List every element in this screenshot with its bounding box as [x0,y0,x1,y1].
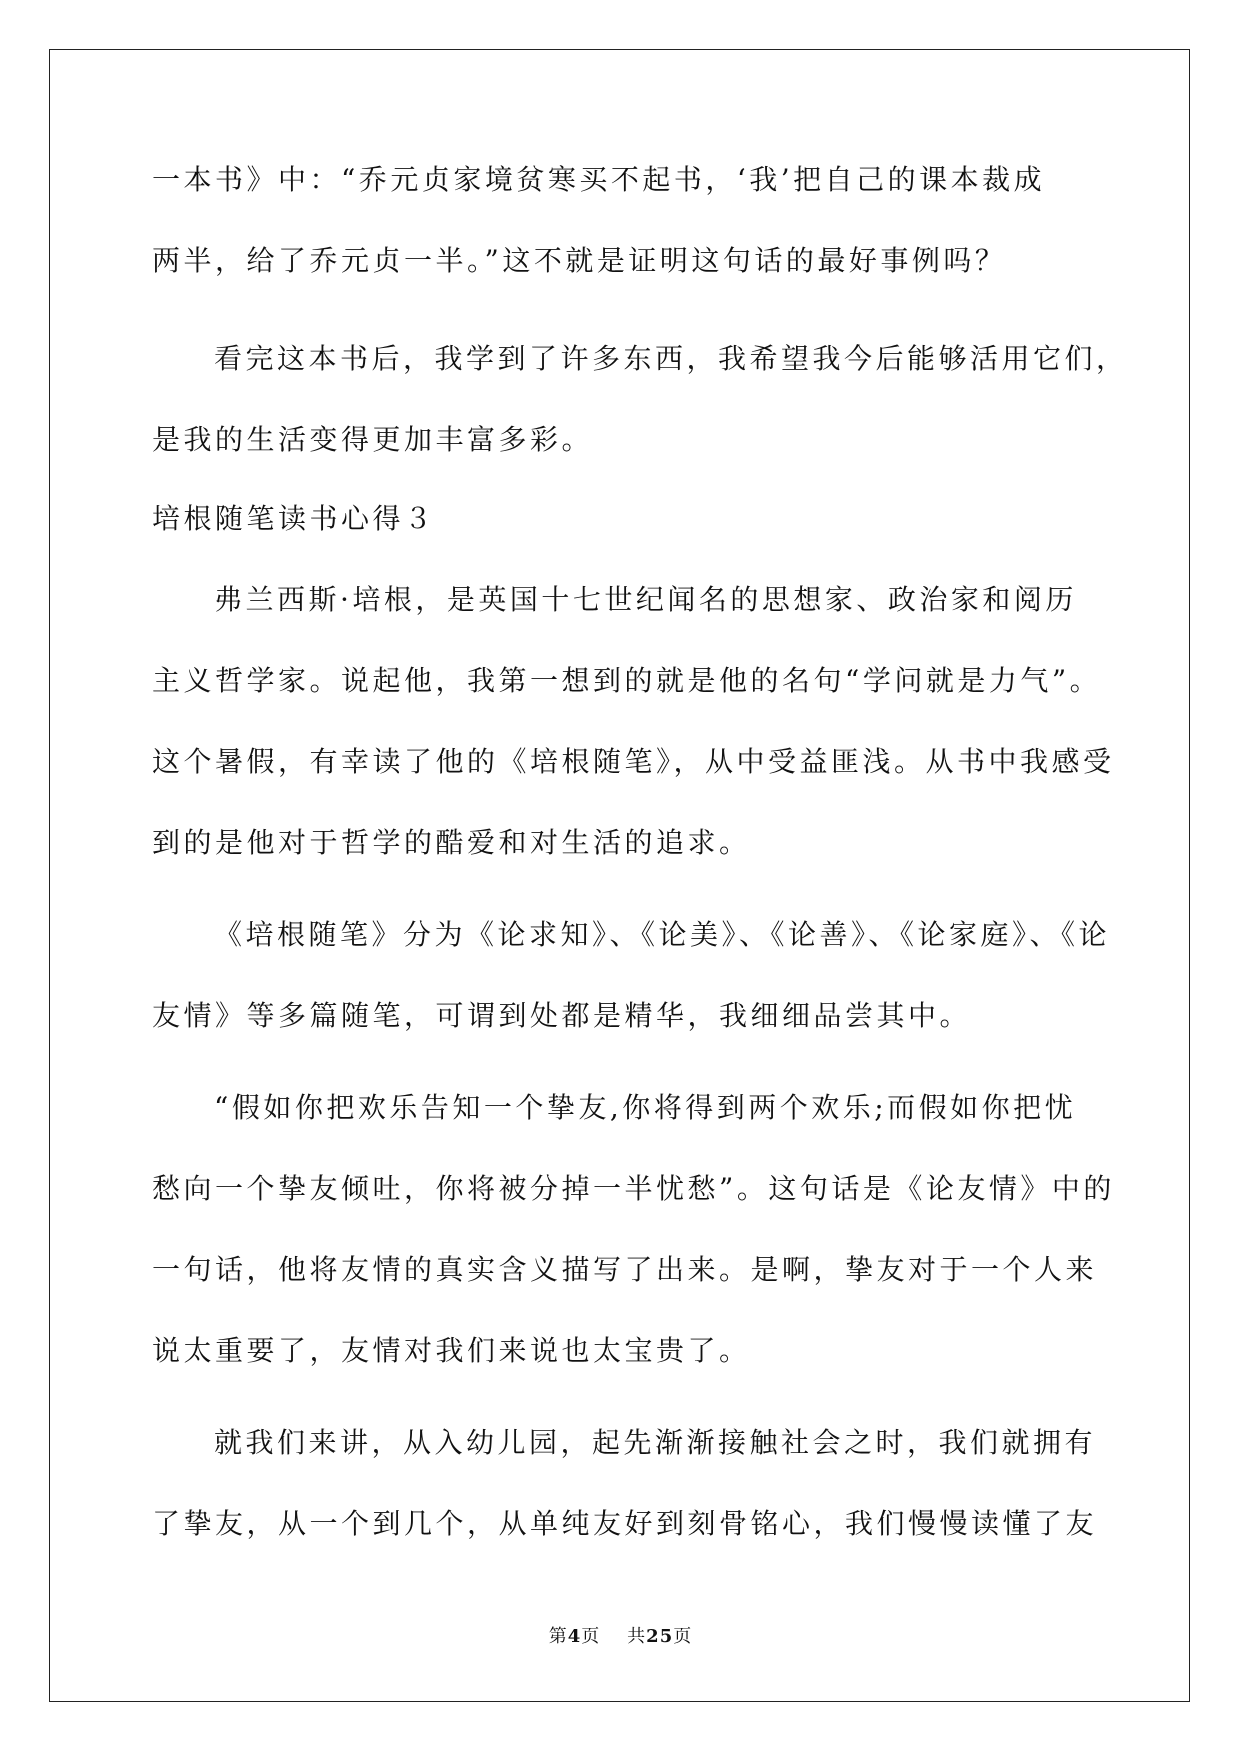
text-line: 到的是他对于哲学的酷爱和对生活的追求。 [152,826,751,859]
text-line: 友情》等多篇随笔，可谓到处都是精华，我细细品尝其中。 [152,999,972,1032]
text-line: 说太重要了，友情对我们来说也太宝贵了。 [152,1334,751,1367]
text-line: 愁向一个挚友倾吐，你将被分掉一半忧愁”。这句话是《论友情》中的 [152,1172,1115,1205]
paragraph-first-line: 就我们来讲，从入幼儿园，起先渐渐接触社会之时，我们就拥有 [214,1426,1097,1459]
text-line: 这个暑假，有幸读了他的《培根随笔》，从中受益匪浅。从书中我感受 [152,745,1115,778]
text-line: 两半，给了乔元贞一半。”这不就是证明这句话的最好事例吗？ [152,244,1007,277]
text-line: 一本书》中：“乔元贞家境贫寒买不起书，‘我’把自己的课本裁成 [152,163,1046,196]
text-line: 一句话，他将友情的真实含义描写了出来。是啊，挚友对于一个人来 [152,1253,1098,1286]
text-line: 主义哲学家。说起他，我第一想到的就是他的名句“学问就是力气”。 [152,664,1102,697]
text-line: 了挚友，从一个到几个，从单纯友好到刻骨铭心，我们慢慢读懂了友 [152,1507,1098,1540]
paragraph-first-line: 《培根随笔》分为《论求知》、《论美》、《论善》、《论家庭》、《论 [214,918,1111,951]
total-pages: 25 [646,1626,674,1647]
page-number: 4 [567,1626,582,1647]
paragraph-first-line: “假如你把欢乐告知一个挚友,你将得到两个欢乐;而假如你把忧 [214,1091,1077,1124]
paragraph-first-line: 看完这本书后，我学到了许多东西，我希望我今后能够活用它们， [214,342,1128,375]
page-suffix: 页 [581,1626,601,1647]
section-heading: 培根随笔读书心得３ [152,502,436,535]
text-line: 是我的生活变得更加丰富多彩。 [152,423,594,456]
total-prefix: 共 [627,1626,647,1647]
page-footer [0,1625,1241,1649]
total-suffix: 页 [673,1626,693,1647]
footer-prefix: 第 [548,1626,568,1647]
paragraph-first-line: 弗兰西斯·培根，是英国十七世纪闻名的思想家、政治家和阅历 [214,583,1077,616]
